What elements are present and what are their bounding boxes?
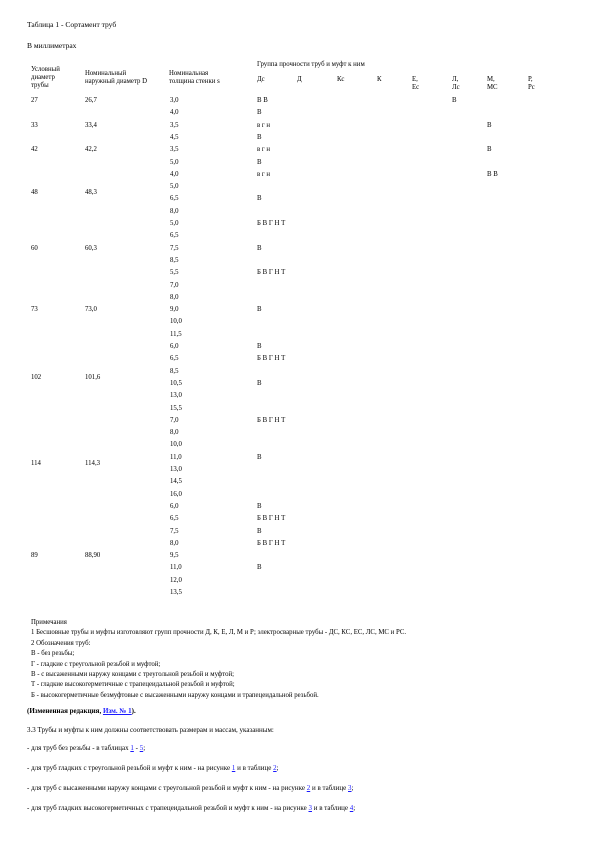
nominal-diameter-cell: 33,4 (85, 121, 97, 129)
nominal-diameter-cell: 48,3 (85, 189, 97, 197)
subheader-2: Кс (337, 76, 345, 83)
reference-link[interactable]: 1 (130, 744, 134, 752)
wall-thickness-cell: 4,0 (170, 170, 179, 178)
wall-thickness-cell: 10,0 (170, 441, 182, 449)
note-line: 1 Бесшовные трубы и муфты изготовляют групп прочности Д, К, Е, Л, М и Р; электросварные трубы - ДС, КС, ЕС, ЛС, МС и РС. (31, 629, 407, 637)
subheader-0: Дс (257, 76, 265, 83)
wall-thickness-cell: 5,5 (170, 269, 179, 277)
conditional-diameter-cell: 27 (31, 97, 38, 104)
note-line: 2 Обозначения труб: (31, 639, 91, 647)
header-conditional-diameter: Условный диаметр трубы (31, 66, 60, 89)
wall-thickness-cell: 12,0 (170, 576, 182, 584)
conditional-diameter-cell: 60 (31, 244, 38, 252)
amendment-note: (Измененная редакция, Изм. № 1). (27, 707, 136, 715)
wall-thickness-cell: 6,5 (170, 515, 179, 523)
reference-link[interactable]: 2 (273, 764, 277, 772)
group-ds-cell: В В (257, 97, 268, 104)
item-text: и в таблице (310, 784, 349, 792)
wall-thickness-cell: 5,0 (170, 183, 179, 191)
wall-thickness-cell: 8,5 (170, 367, 179, 375)
header-nominal-diameter: Номинальный наружный диаметр D (85, 70, 147, 85)
item-text: - для труб с высаженными наружу концами с треугольной резьбой и муфт к ним - на рисунке (27, 784, 307, 792)
group-ds-cell: Б В Г Н Т (257, 539, 286, 547)
group-ds-cell: В (257, 195, 262, 203)
reference-link[interactable]: 1 (231, 764, 236, 772)
group-ds-cell: Б В Г Н Т (257, 355, 286, 363)
wall-thickness-cell: 3,5 (170, 146, 179, 154)
wall-thickness-cell: 3,0 (170, 97, 179, 104)
size-reference-item (27, 785, 353, 792)
conditional-diameter-cell: 114 (31, 459, 41, 467)
wall-thickness-cell: 7,5 (170, 244, 179, 252)
wall-thickness-cell: 7,5 (170, 527, 179, 535)
subheader-7: Р, Рс (528, 76, 535, 91)
group-ds-cell: Б В Г Н Т (257, 220, 286, 227)
item-text: и в таблице (311, 804, 350, 812)
group-ds-cell: в г н (257, 170, 271, 178)
wall-thickness-cell: 11,5 (170, 330, 182, 338)
item-text: ; (143, 744, 146, 752)
nominal-diameter-cell: 73,0 (85, 306, 97, 314)
wall-thickness-cell: 6,5 (170, 232, 179, 240)
group-ds-cell: в г н (257, 121, 271, 129)
wall-thickness-cell: 14,5 (170, 478, 182, 486)
units-caption: В миллиметрах (27, 41, 77, 50)
wall-thickness-cell: 6,5 (170, 195, 179, 203)
wall-thickness-cell: 7,0 (170, 281, 179, 289)
group-ds-cell: В (257, 453, 262, 461)
group-ds-cell: В (257, 306, 262, 314)
subheader-5: Л, Лс (452, 76, 460, 91)
group-ds-cell: Б В Г Н Т (257, 416, 286, 424)
group-ds-cell: В (257, 244, 262, 252)
item-text: - для труб гладких высокогерметичных с трапецеидальной резьбой и муфт к ним - на рисунке (27, 804, 309, 812)
wall-thickness-cell: 5,0 (170, 158, 179, 166)
wall-thickness-cell: 6,0 (170, 343, 179, 350)
reference-link[interactable]: 2 (306, 784, 311, 792)
item-text: и в таблице (235, 764, 274, 772)
wall-thickness-cell: 13,0 (170, 392, 182, 400)
wall-thickness-cell: 5,0 (170, 220, 179, 227)
table-title: Таблица 1 - Сортамент труб (27, 20, 117, 29)
group-m-cell: В В (487, 170, 498, 178)
nominal-diameter-cell: 114,3 (85, 459, 101, 467)
clause-3-3: 3.3 Трубы и муфты к ним должны соответствовать размерам и массам, указанным: (27, 726, 274, 734)
conditional-diameter-cell: 33 (31, 121, 38, 129)
group-ds-cell: В (257, 502, 262, 510)
conditional-diameter-cell: 42 (31, 146, 38, 154)
group-ds-cell: Б В Г Н Т (257, 269, 286, 277)
conditional-diameter-cell: 48 (31, 189, 38, 197)
wall-thickness-cell: 6,5 (170, 355, 179, 363)
wall-thickness-cell: 11,0 (170, 564, 182, 572)
group-ds-cell: В (257, 379, 262, 387)
note-line: В - без резьбы; (31, 650, 75, 658)
reference-link[interactable]: 3 (308, 804, 312, 812)
group-ds-cell: в г н (257, 146, 271, 154)
wall-thickness-cell: 7,0 (170, 416, 179, 424)
wall-thickness-cell: 8,5 (170, 256, 179, 264)
conditional-diameter-cell: 102 (31, 373, 42, 381)
wall-thickness-cell: 8,0 (170, 293, 179, 301)
header-strength-group: Группа прочности труб и муфт к ним (257, 61, 365, 68)
wall-thickness-cell: 13,0 (170, 466, 182, 473)
wall-thickness-cell: 11,0 (170, 453, 182, 461)
group-ds-cell: В (257, 109, 262, 117)
nominal-diameter-cell: 26,7 (85, 97, 97, 104)
amendment-link[interactable]: Изм. № 1 (102, 707, 132, 715)
header-wall-thickness: Номинальная толщина стенки s (169, 70, 220, 85)
group-ds-cell: В (257, 527, 262, 535)
size-reference-item (27, 745, 145, 752)
wall-thickness-cell: 10,5 (170, 379, 182, 387)
nominal-diameter-cell: 101,6 (85, 373, 101, 381)
wall-thickness-cell: 8,0 (170, 539, 179, 547)
note-line: Г - гладкие с треугольной резьбой и муфтой; (31, 660, 161, 668)
wall-thickness-cell: 15,5 (170, 404, 182, 412)
note-line: Б - высокогерметичные безмуфтовые с высаженными наружу концами и трапецеидальной резьбой. (31, 691, 319, 699)
size-reference-item (27, 765, 279, 772)
nominal-diameter-cell: 88,90 (85, 552, 101, 560)
group-ds-cell: В (257, 133, 262, 141)
wall-thickness-cell: 3,5 (170, 121, 179, 129)
note-line: Т - гладкие высокогерметичные с трапецеидальной резьбой и муфтой; (31, 681, 235, 689)
conditional-diameter-cell: 89 (31, 552, 38, 560)
wall-thickness-cell: 4,5 (170, 133, 179, 141)
group-ds-cell: Б В Г Н Т (257, 515, 286, 523)
group-l-cell: В (452, 97, 457, 104)
reference-link[interactable]: 4 (349, 804, 354, 812)
reference-link[interactable]: 3 (348, 784, 352, 792)
table-notes (31, 620, 406, 703)
group-m-cell: В (487, 146, 492, 154)
wall-thickness-cell: 4,0 (170, 109, 179, 117)
nominal-diameter-cell: 42,2 (85, 146, 97, 154)
wall-thickness-cell: 13,5 (170, 589, 182, 596)
item-text: ; (353, 804, 356, 812)
subheader-4: Е, Ес (412, 76, 420, 91)
group-ds-cell: В (257, 343, 262, 350)
wall-thickness-cell: 8,0 (170, 207, 179, 215)
item-text: ; (351, 784, 354, 792)
wall-thickness-cell: 9,5 (170, 552, 179, 560)
wall-thickness-cell: 9,0 (170, 306, 179, 314)
conditional-diameter-cell: 73 (31, 306, 38, 314)
group-ds-cell: В (257, 158, 262, 166)
item-text: ; (276, 764, 279, 772)
item-text: - для труб гладких с треугольной резьбой и муфт к ним - на рисунке (27, 764, 232, 772)
nominal-diameter-cell: 60,3 (85, 244, 97, 252)
item-text: - для труб без резьбы - в таблицах (27, 744, 131, 752)
wall-thickness-cell: 6,0 (170, 502, 179, 510)
reference-link[interactable]: 5 (139, 744, 144, 752)
group-m-cell: В (487, 121, 492, 129)
wall-thickness-cell: 16,0 (170, 490, 182, 498)
note-line: В - с высаженными наружу концами с треугольной резьбой и муфтой; (31, 670, 235, 678)
subheader-6: М, МС (487, 76, 498, 91)
wall-thickness-cell: 8,0 (170, 429, 179, 437)
subheader-1: Д (297, 76, 302, 83)
subheader-3: К (377, 76, 382, 83)
size-reference-item (27, 805, 355, 812)
wall-thickness-cell: 10,0 (170, 318, 182, 326)
group-ds-cell: В (257, 564, 262, 572)
notes-heading: Примечания (31, 619, 67, 626)
item-text: - (133, 744, 140, 752)
